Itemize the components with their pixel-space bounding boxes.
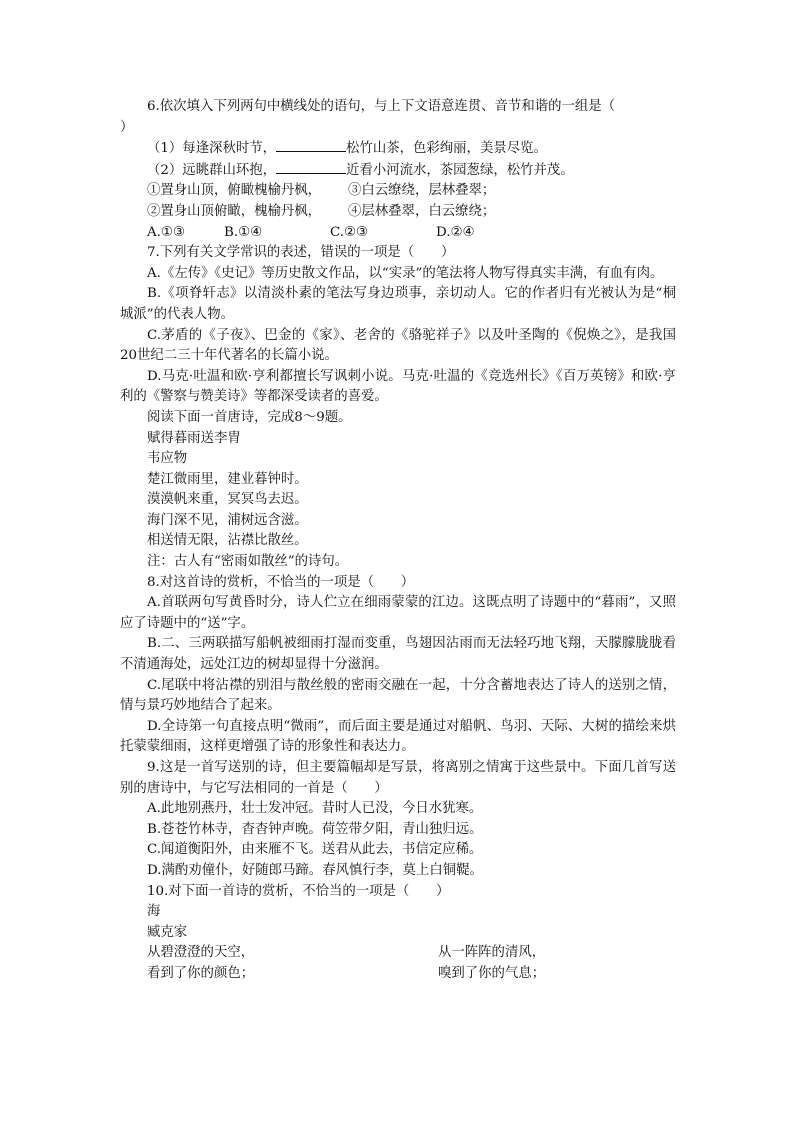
blank-line: [276, 160, 346, 174]
q6-choice-a: A.①③: [147, 224, 185, 240]
q6-option-2: ②置身山顶俯瞰，槐榆丹枫，: [147, 203, 322, 219]
q7-option-b: B.《项脊轩志》以清淡朴素的笔法写身边琐事，亲切动人。它的作者归有光被认为是“桐城派”的代表人物。: [120, 286, 676, 322]
q9-stem: 9.这是一首写送别的诗，但主要篇幅却是写景，将离别之情寓于这些景中。下面几首写送别的唐诗中，与它写法相同的一首是（ ）: [120, 760, 676, 796]
q6-option-4: ④层林叠翠，白云缭绕；: [348, 203, 496, 219]
q6-sentence-2: [120, 160, 676, 182]
poem2-line-right: 嗅到了你的气息；: [438, 965, 546, 981]
poem2-title: 海: [147, 904, 161, 920]
poem2-line-left: 看到了你的颜色；: [147, 965, 255, 981]
q9-option-b: B.苍苍竹林寺，杳杳钟声晚。荷笠带夕阳，青山独归远。: [147, 821, 483, 837]
q6-stem: [120, 97, 676, 118]
q6-stem-end: ）: [120, 119, 134, 135]
q9-option-c: C.闻道衡阳外，由来雁不飞。送君从此去，书信定应稀。: [147, 842, 483, 858]
q6-choice-b: B.①④: [224, 224, 263, 240]
q7-option-c: C.茅盾的《子夜》、巴金的《家》、老舍的《骆驼祥子》以及叶圣陶的《倪焕之》，是我国20世纪二三十年代著名的长篇小说。: [120, 327, 676, 364]
q6-s2-before: （2）远眺群山环抱，: [147, 162, 277, 178]
q8-option-c: C.尾联中将沾襟的别泪与散丝般的密雨交融在一起，十分含蓄地表达了诗人的送别之情，情与景巧妙地结合了起来。: [120, 677, 676, 714]
q8-option-b: B.二、三两联描写船帆被细雨打湿而变重，鸟翅因沾雨而无法轻巧地飞翔，天朦朦胧胧看不清通海处，远处江边的树却显得十分滋润。: [120, 636, 676, 673]
poem-note: 注：古人有“密雨如散丝”的诗句。: [147, 554, 349, 570]
q6-option-1: ①置身山顶，俯瞰槐榆丹枫，: [147, 183, 322, 199]
q6-s1-after: 松竹山茶，色彩绚丽，美景尽览。: [346, 141, 547, 157]
q6-sentence-1: [120, 138, 676, 160]
q10-stem: 10.对下面一首诗的赏析，不恰当的一项是（ ）: [147, 883, 450, 899]
poem2-line-left: 从碧澄澄的天空，: [147, 945, 255, 961]
q6-choice-c: C.②③: [330, 224, 369, 240]
q7-stem: 7.下列有关文学常识的表述，错误的一项是（ ）: [147, 245, 455, 261]
q9-option-a: A.此地别燕丹，壮士发冲冠。昔时人已没，今日水犹寒。: [147, 801, 483, 817]
q6-s2-after: 近看小河流水，茶园葱绿，松竹并茂。: [346, 162, 574, 178]
poem-title: 赋得暮雨送李胄: [147, 430, 241, 446]
q8-stem: 8.对这首诗的赏析，不恰当的一项是（ ）: [147, 574, 415, 590]
q6-choice-d: D.②④: [436, 224, 475, 240]
q6-options-row-2: [120, 202, 676, 223]
poem2-author: 臧克家: [147, 924, 188, 940]
q8-option-a: A.首联两句写黄昏时分，诗人伫立在细雨蒙蒙的江边。这既点明了诗题中的“暮雨”，又照应了诗题中的“送”字。: [120, 595, 676, 631]
q9-option-d: D.满酌劝僮仆，好随郎马蹄。春风慎行李，莫上白铜鞮。: [147, 862, 483, 878]
poem2-line-right: 从一阵阵的清风，: [438, 945, 546, 961]
q6-stem-text: 6.依次填入下列两句中横线处的语句，与上下文语意连贯、音节和谐的一组是（: [147, 99, 616, 114]
q7-option-d: D.马克·吐温和欧·亨利都擅长写讽刺小说。马克·吐温的《竞选州长》《百万英镑》和欧·亨利的《警察与赞美诗》等都深受读者的喜爱。: [120, 368, 676, 405]
poem-line: 海门深不见，浦树远含滋。: [147, 512, 308, 528]
poem-author: 韦应物: [147, 451, 188, 467]
poem2-row-1: [120, 943, 676, 964]
q6-choices: [120, 223, 676, 244]
poem-line: 相送情无限，沾襟比散丝。: [147, 533, 308, 549]
poem-line: 漠漠帆来重，冥冥鸟去迟。: [147, 492, 308, 508]
reading-intro: 阅读下面一首唐诗，完成8～9题。: [147, 409, 352, 425]
blank-line: [276, 138, 346, 152]
q6-s1-before: （1）每逢深秋时节，: [147, 141, 277, 157]
q6-options-row-1: [120, 181, 676, 202]
exam-content: [120, 97, 676, 985]
poem2-row-2: [120, 964, 676, 985]
poem-line: 楚江微雨里，建业暮钟时。: [147, 471, 308, 487]
q8-option-d: D.全诗第一句直接点明“微雨”，而后面主要是通过对船帆、鸟羽、天际、大树的描绘来烘托蒙蒙细雨，这样更增强了诗的形象性和表达力。: [120, 718, 676, 755]
q6-option-3: ③白云缭绕，层林叠翠；: [348, 183, 496, 199]
q7-option-a: A.《左传》《史记》等历史散文作品，以“实录”的笔法将人物写得真实丰满，有血有肉。: [147, 265, 664, 281]
